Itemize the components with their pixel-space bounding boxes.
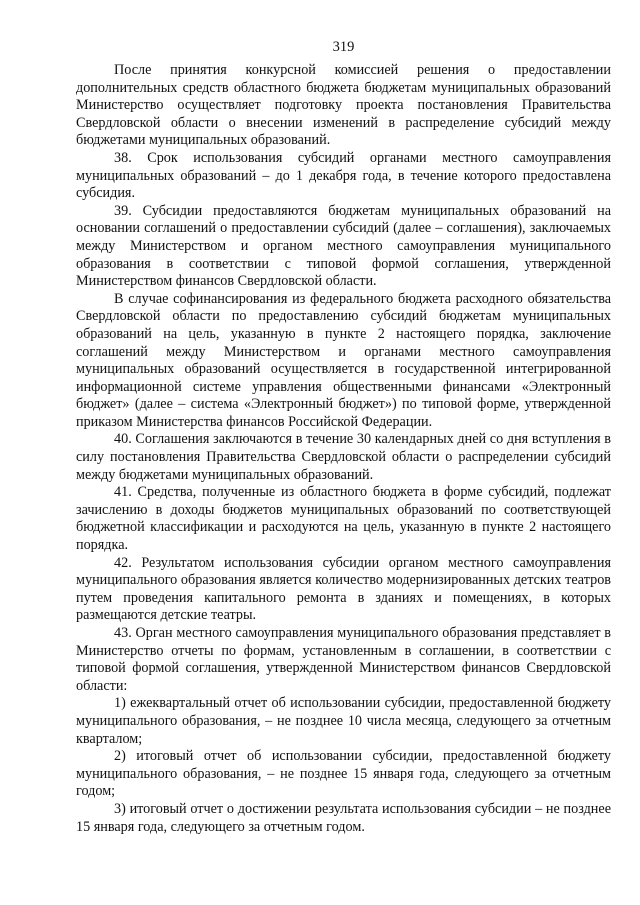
paragraph-commission-decision: После принятия конкурсной комиссией решения о предоставлении дополнительных средств областного бюджета бюджетам муниципальных образований Министерство осуществляет подготовку проекта постановления Правительства Свердловской области о внесении изменений в распределение субсидий между бюджетами муниципальных образований.	[76, 62, 611, 149]
paragraph-federal-cofinancing: В случае софинансирования из федерального бюджета расходного обязательства Свердловской области по предоставлению субсидий бюджетам муниципальных образований на цель, указанную в пункте 2 настоящего порядка, заключение соглашений между Министерством и органами местного самоуправления муниципальных образований осуществляется в государственной интегрированной информационной системе управления общественными финансами «Электронный бюджет» (далее – система «Электронный бюджет») по типовой форме, утвержденной приказом Министерства финансов Российской Федерации.	[76, 290, 611, 430]
paragraph-43-reports: 43. Орган местного самоуправления муниципального образования представляет в Министерство отчеты по формам, установленным в соглашении, в соответствии с типовой формой соглашения, утвержденной Министерством финансов Свердловской области:	[76, 625, 611, 694]
list-item-final-usage-report: 2) итоговый отчет об использовании субсидии, предоставленной бюджету муниципального образования, – не позднее 15 января года, следующего за отчетным годом;	[76, 748, 611, 800]
paragraph-41-funds-crediting: 41. Средства, полученные из областного бюджета в форме субсидий, подлежат зачислению в доходы бюджетов муниципальных образований по соответствующей бюджетной классификации и расходуются на цель, указанную в пункте 2 настоящего порядка.	[76, 484, 611, 554]
list-item-quarterly-report: 1) ежеквартальный отчет об использовании субсидии, предоставленной бюджету муниципального образования, – не позднее 10 числа месяца, следующего за отчетным кварталом;	[76, 695, 611, 747]
paragraph-38-usage-term: 38. Срок использования субсидий органами местного самоуправления муниципальных образований – до 1 декабря года, в течение которого предоставлена субсидия.	[76, 149, 611, 202]
paragraph-42-result: 42. Результатом использования субсидии органом местного самоуправления муниципального образования является количество модернизированных детских театров путем проведения капитального ремонта в зданиях и помещениях, в которых размещаются детские театры.	[76, 554, 611, 624]
paragraph-39-agreements: 39. Субсидии предоставляются бюджетам муниципальных образований на основании соглашений о предоставлении субсидий (далее – соглашения), заключаемых между Министерством и органом местного самоуправления муниципального образования в соответствии с типовой формой соглашения, утвержденной Министерством финансов Свердловской области.	[76, 202, 611, 290]
page-number: 319	[332, 39, 355, 55]
document-page	[76, 38, 611, 836]
list-item-final-result-report: 3) итоговый отчет о достижении результата использования субсидии – не позднее 15 января года, следующего за отчетным годом.	[76, 800, 611, 835]
paragraph-40-agreement-deadline: 40. Соглашения заключаются в течение 30 календарных дней со дня вступления в силу постановления Правительства Свердловской области о распределении субсидий между бюджетами муниципальных образований.	[76, 431, 611, 483]
